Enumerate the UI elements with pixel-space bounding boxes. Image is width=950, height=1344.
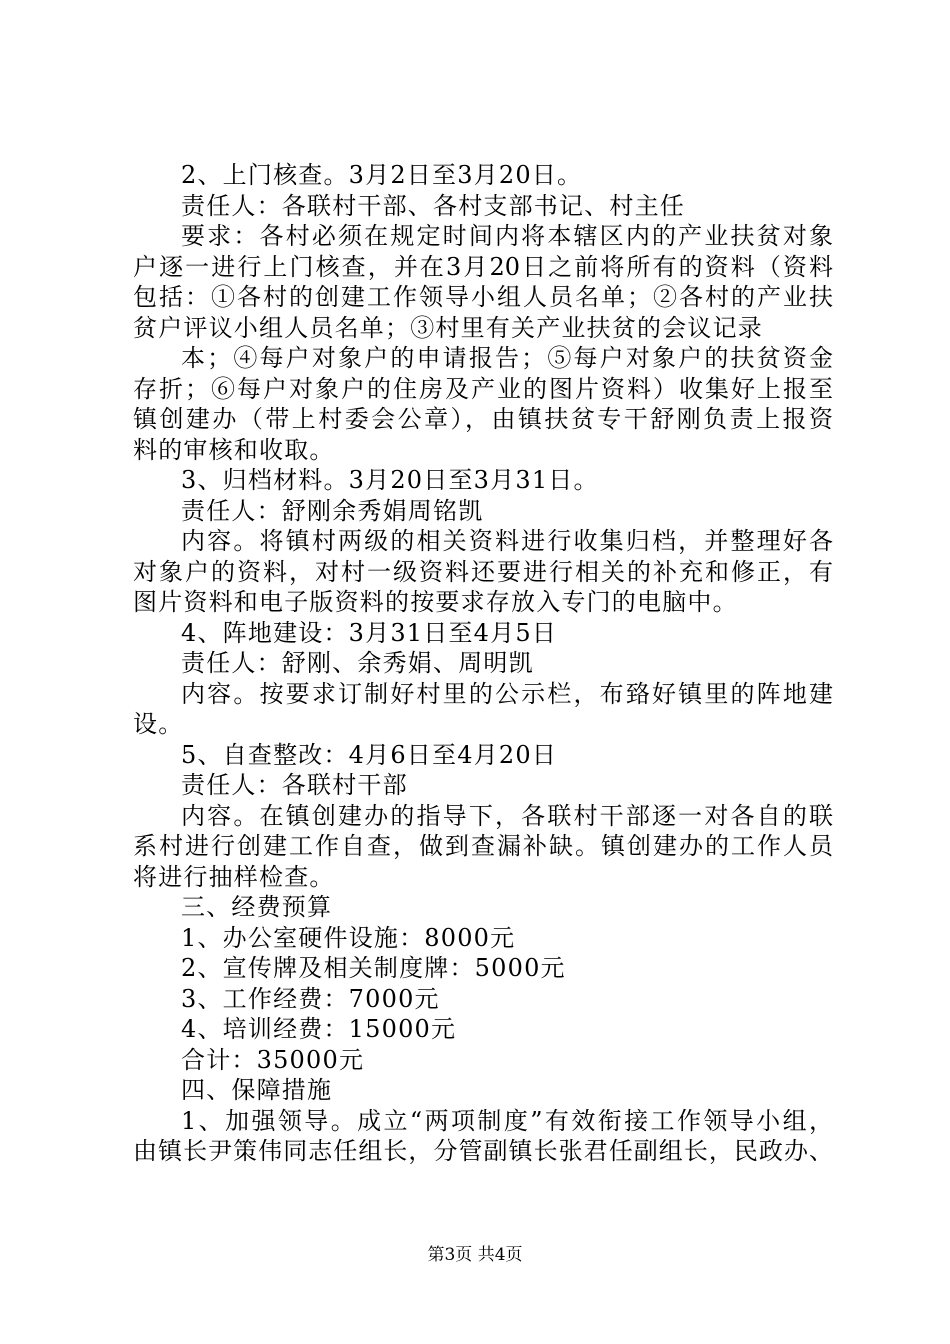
text-line: 2、宣传牌及相关制度牌：5000元 bbox=[181, 954, 566, 982]
text-line: 1、加强领导。成立“两项制度”有效衔接工作领导小组， bbox=[181, 1106, 833, 1135]
text-line: 户逐一进行上门核查，并在3月20日之前将所有的资料（资料 bbox=[133, 252, 833, 281]
text-line: 设。 bbox=[133, 710, 184, 738]
text-line: 镇创建办（带上村委会公章），由镇扶贫专干舒刚负责上报资 bbox=[133, 405, 833, 433]
section-heading: 四、保障措施 bbox=[181, 1076, 333, 1104]
text-line: 包括：①各村的创建工作领导小组人员名单；②各村的产业扶 bbox=[133, 283, 833, 311]
text-line: 本；④每户对象户的申请报告；⑤每户对象户的扶贫资金 bbox=[181, 344, 833, 372]
text-line: 贫户评议小组人员名单；③村里有关产业扶贫的会议记录 bbox=[133, 313, 763, 342]
text-line: 系村进行创建工作自查，做到查漏补缺。镇创建办的工作人员 bbox=[133, 832, 833, 860]
text-line: 内容。按要求订制好村里的公示栏，布臵好镇里的阵地建 bbox=[181, 679, 833, 708]
text-line: 内容。在镇创建办的指导下，各联村干部逐一对各自的联 bbox=[181, 801, 833, 830]
text-line: 5、自查整改：4月6日至4月20日 bbox=[181, 740, 558, 769]
text-line: 存折；⑥每户对象户的住房及产业的图片资料）收集好上报至 bbox=[133, 374, 833, 403]
text-line: 将进行抽样检查。 bbox=[133, 862, 335, 891]
text-line: 责任人：舒刚、余秀娟、周明凯 bbox=[181, 649, 534, 677]
text-line: 4、阵地建设：3月31日至4月5日 bbox=[181, 618, 558, 647]
text-line: 4、培训经费：15000元 bbox=[181, 1015, 457, 1043]
text-line: 1、办公室硬件设施：8000元 bbox=[181, 923, 516, 952]
text-line: 料的审核和收取。 bbox=[133, 435, 335, 464]
text-line: 3、归档材料。3月20日至3月31日。 bbox=[181, 466, 599, 494]
text-line: 内容。将镇村两级的相关资料进行收集归档，并整理好各 bbox=[181, 527, 833, 555]
text-line: 3、工作经费：7000元 bbox=[181, 984, 440, 1013]
text-line: 图片资料和电子版资料的按要求存放入专门的电脑中。 bbox=[133, 588, 738, 616]
document-body bbox=[133, 160, 833, 1167]
text-line: 对象户的资料，对村一级资料还要进行相关的补充和修正，有 bbox=[133, 557, 833, 586]
section-heading: 三、经费预算 bbox=[181, 893, 333, 921]
text-line: 责任人：舒刚余秀娟周铭凯 bbox=[181, 496, 484, 525]
text-line: 由镇长尹策伟同志任组长，分管副镇长张君任副组长，民政办、 bbox=[133, 1137, 833, 1165]
text-line: 合计：35000元 bbox=[181, 1045, 365, 1074]
text-line: 要求：各村必须在规定时间内将本辖区内的产业扶贫对象 bbox=[181, 222, 833, 250]
text-line: 2、上门核查。3月2日至3月20日。 bbox=[181, 161, 583, 189]
text-line: 责任人：各联村干部 bbox=[181, 771, 408, 799]
text-line: 责任人：各联村干部、各村支部书记、村主任 bbox=[181, 191, 685, 220]
page-footer: 第3页 共4页 bbox=[427, 1245, 523, 1265]
